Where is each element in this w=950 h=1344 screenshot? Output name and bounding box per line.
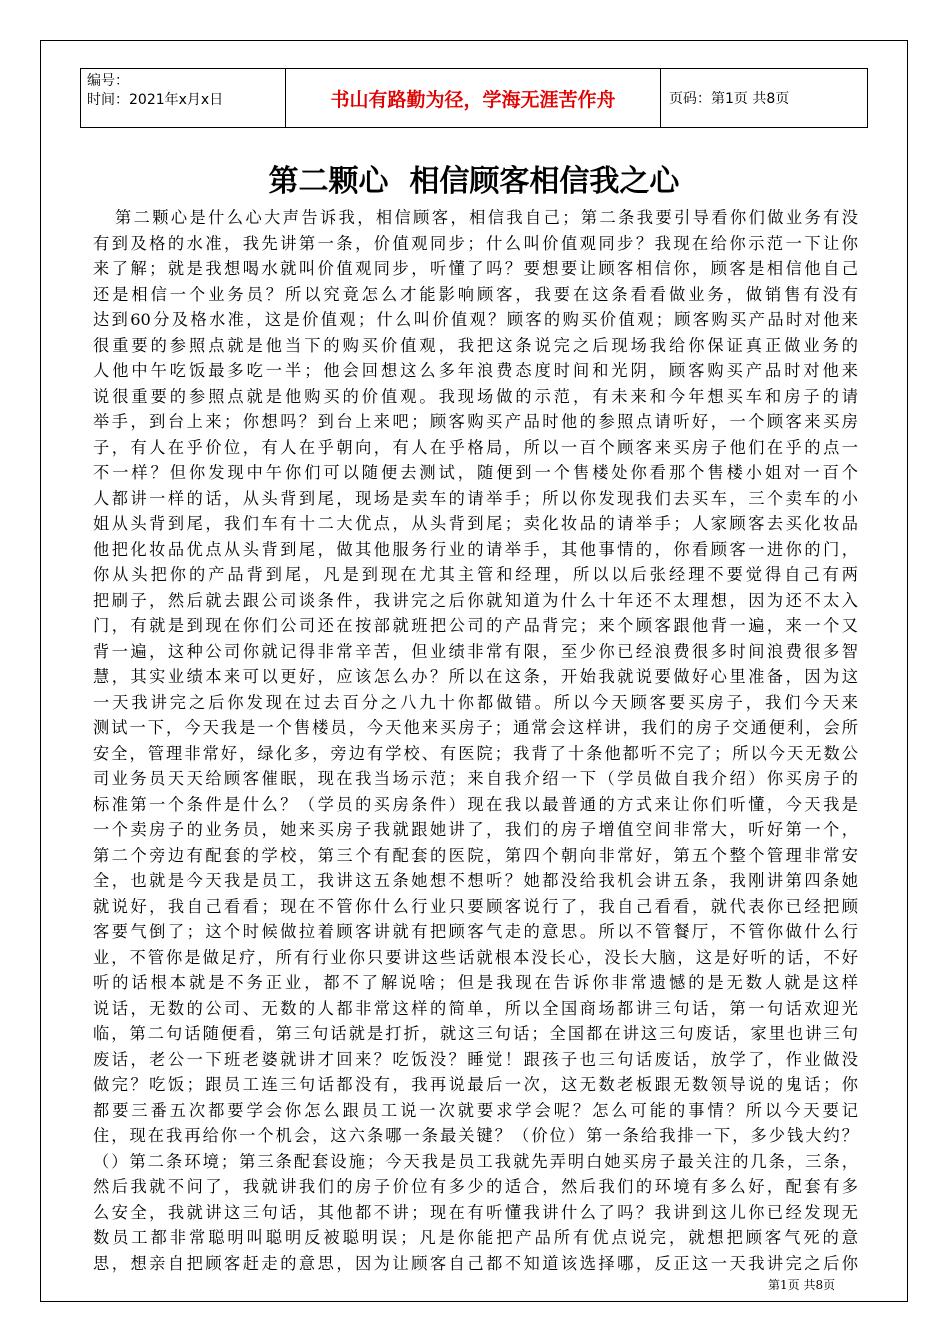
body-line: 么安全，我就讲这三句话，其他都不讲；现在有听懂我讲什么了吗？我讲到这儿你已经发现无 <box>93 1202 858 1222</box>
body-line: 不一样？但你发现中午你们可以随便去测试，随便到一个售楼处你看那个售楼小姐对一百个 <box>93 463 858 482</box>
body-line: 他把化妆品优点从头背到尾，做其他服务行业的请举手，其他事情的，你看顾客一进你的门， <box>93 539 858 559</box>
body-line: 有到及格的水准，我先讲第一条，价值观同步；什么叫价值观同步？我现在给你示范一下让你 <box>93 233 858 253</box>
body-line: 安全，管理非常好，绿化多，旁边有学校、有医院；我背了十条他都听不完了；所以今天无数公 <box>93 743 858 763</box>
body-line: 住，现在我再给你一个机会，这六条哪一条最关键？（价位）第一条给我排一下，多少钱大约？ <box>93 1126 858 1145</box>
body-line: 很重要的参照点就是他当下的购买价值观，我把这条说完之后现场我给你保证真正做业务的 <box>93 335 858 355</box>
body-line: 就说好，我自己看看；现在不管你什么行业只要顾客说行了，我自己看看，就代表你已经把顾 <box>93 896 858 916</box>
document-time-label: 时间：2021年x月x日 <box>87 92 224 108</box>
body-line: 一天我讲完之后你发现在过去百分之八九十你都做错。所以今天顾客要买房子，我们今天来 <box>93 692 858 712</box>
header-page-cell <box>661 69 867 127</box>
body-line: 测试一下，今天我是一个售楼员，今天他来买房子；通常会这样讲，我们的房子交通便利，会所 <box>93 718 858 737</box>
header-motto-cell <box>286 69 661 127</box>
body-line: 第二个旁边有配套的学校，第三个有配套的医院，第四个朝向非常好，第五个整个管理非常安 <box>93 845 858 865</box>
body-line: 然后我就不问了，我就讲我们的房子价位有多少的适合，然后我们的环境有多么好，配套有多 <box>93 1177 858 1196</box>
body-line: 都要三番五次都要学会你怎么跟员工说一次就要求学会呢？怎么可能的事情？所以今天要记 <box>93 1100 858 1120</box>
body-line: 客要气倒了；这个时候做拉着顾客讲就有把顾客气走的意思。所以不管餐厅，不管你做什么行 <box>93 922 858 941</box>
body-line: 司业务员天天给顾客催眠，现在我当场示范；来自我介绍一下（学员做自我介绍）你买房子的 <box>93 769 858 788</box>
body-line: 一个卖房子的业务员，她来买房子我就跟她讲了，我们的房子增值空间非常大，听好第一个， <box>93 820 858 839</box>
body-line: 背一遍，这种公司你就记得非常辛苦，但业绩非常有限，至少你已经浪费很多时间浪费很多智 <box>93 641 858 661</box>
body-line: 达到60分及格水准，这是价值观；什么叫价值观？顾客的购买价值观；顾客购买产品时对他来 <box>93 310 858 329</box>
header-table <box>80 68 868 128</box>
body-line: 说话，无数的公司、无数的人都非常这样的简单，所以全国商场都讲三句话，第一句话欢迎光 <box>93 998 858 1018</box>
body-line: 门，有就是到现在你们公司还在按部就班把公司的产品背完；来个顾客跟他背一遍，来一个又 <box>93 616 858 635</box>
header-page-number: 页码：第1页 共8页 <box>669 91 790 107</box>
body-line: 把刷子，然后就去跟公司谈条件，我讲完之后你就知道为什么十年还不太理想，因为还不太入 <box>93 590 858 610</box>
header-motto: 书山有路勤为径，学海无涯苦作舟 <box>330 88 616 111</box>
body-text <box>93 205 858 1276</box>
body-line: 数员工都非常聪明叫聪明反被聪明误；凡是你能把产品所有优点说完，就想把顾客气死的意 <box>93 1228 858 1247</box>
body-line: 人他中午吃饭最多吃一半；他会回想这么多年浪费态度时间和光阴，顾客购买产品时对他来 <box>93 361 858 380</box>
body-line: （）第二条环境；第三条配套设施；今天我是员工我就先弄明白她买房子最关注的几条，三条， <box>93 1151 858 1171</box>
body-line: 标准第一个条件是什么？（学员的买房条件）现在我以最普通的方式来让你们听懂，今天我是 <box>93 794 858 814</box>
body-line: 说很重要的参照点就是他购买的价值观。我现场做的示范，有未来和今年想买车和房子的请 <box>93 386 858 406</box>
body-line: 思，想亲自把顾客赶走的意思，因为让顾客自己都不知道该选择哪，反正这一天我讲完之后你 <box>93 1253 858 1273</box>
body-line: 人都讲一样的话，从头背到尾，现场是卖车的请举手；所以你发现我们去买车，三个卖车的小 <box>93 488 858 508</box>
body-line: 你从头把你的产品背到尾，凡是到现在尤其主管和经理，所以以后张经理不要觉得自己有两 <box>93 565 858 584</box>
page-footer: 第1页 共8页 <box>768 1278 836 1292</box>
header-meta <box>81 69 286 127</box>
document-number-label: 编号： <box>87 73 129 89</box>
body-line: 业，不管你是做足疗，所有行业你只要讲这些话就根本没长心，没长大脑，这是好听的话，不好 <box>93 947 858 967</box>
body-line: 举手，到台上来；你想吗？到台上来吧；顾客购买产品时他的参照点请听好，一个顾客来买房 <box>93 412 858 431</box>
body-line: 全，也就是今天我是员工，我讲这五条她想不想听？她都没给我机会讲五条，我刚讲第四条她 <box>93 871 858 890</box>
body-line: 听的话根本就是不务正业，都不了解说啥；但是我现在告诉你非常遗憾的是无数人就是这样 <box>93 973 858 992</box>
body-line: 慧，其实业绩本来可以更好，应该怎么办？所以在这条，开始我就说要做好心里准备，因为这 <box>93 667 858 686</box>
body-line: 临，第二句话随便看，第三句话就是打折，就这三句话；全国都在讲这三句废话，家里也讲三句 <box>93 1024 858 1043</box>
page-title: 第二颗心 相信顾客相信我之心 <box>268 164 680 199</box>
body-line: 姐从头背到尾，我们车有十二大优点，从头背到尾；卖化妆品的请举手；人家顾客去买化妆品 <box>93 514 858 533</box>
body-line: 做完？吃饭；跟员工连三句话都没有，我再说最后一次，这无数老板跟无数领导说的鬼话；你 <box>93 1075 858 1094</box>
body-line: 子，有人在乎价位，有人在乎朝向，有人在乎格局，所以一百个顾客来买房子他们在乎的点一 <box>93 437 858 457</box>
body-line: 来了解；就是我想喝水就叫价值观同步，听懂了吗？要想要让顾客相信你，顾客是相信他自己 <box>93 259 858 278</box>
body-line: 废话，老公一下班老婆就讲才回来？吃饭没？睡觉！跟孩子也三句话废话，放学了，作业做没 <box>93 1049 858 1069</box>
body-line: 还是相信一个业务员？所以究竟怎么才能影响顾客，我要在这条看看做业务，做销售有没有 <box>93 284 858 304</box>
body-line: 第二颗心是什么心大声告诉我，相信顾客，相信我自己；第二条我要引导看你们做业务有没 <box>115 208 858 227</box>
